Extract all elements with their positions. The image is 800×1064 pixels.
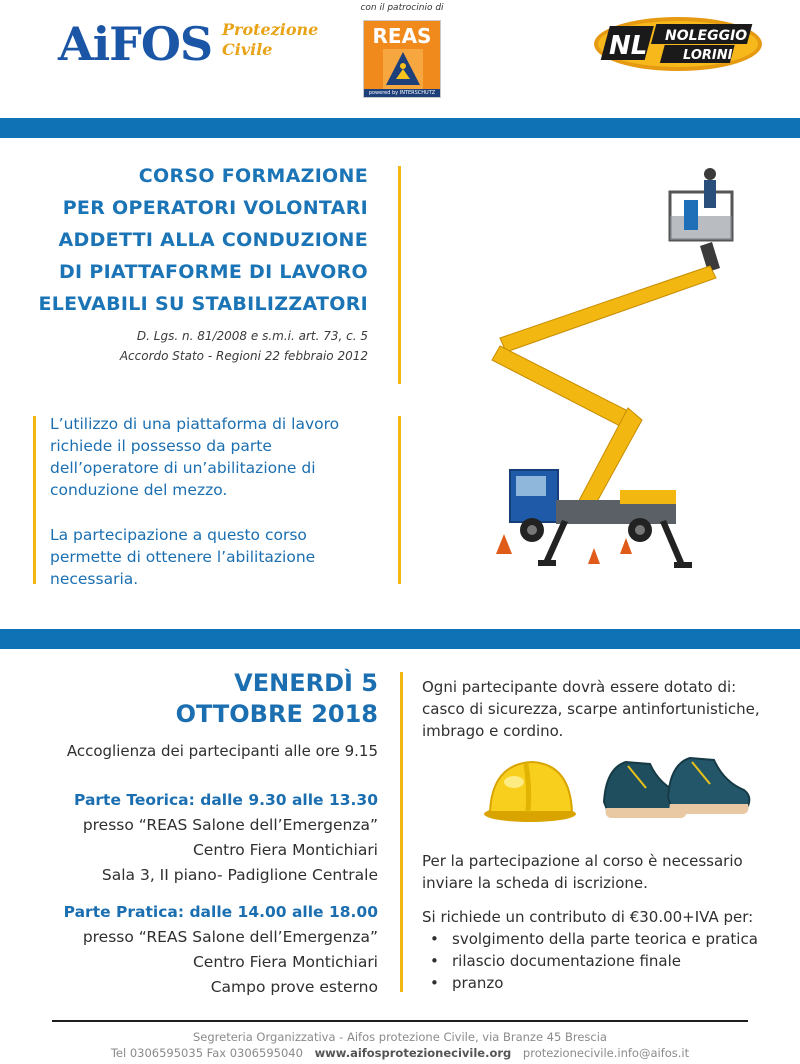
theory-session-line: presso “REAS Salone dell’Emergenza” <box>82 816 378 834</box>
theory-session-line: Centro Fiera Montichiari <box>192 841 378 859</box>
course-title-line: ELEVABILI SU STABILIZZATORI <box>38 293 368 315</box>
fee-intro: Si richiede un contributo di €30.00+IVA per: <box>422 908 754 926</box>
noleggio-lorini-logo <box>593 14 763 74</box>
theory-session-title: Parte Teorica: dalle 9.30 alle 13.30 <box>74 791 378 809</box>
title-divider <box>398 166 401 384</box>
footer-email-link[interactable]: protezionecivile.info@aifos.it <box>522 1046 690 1060</box>
aerial-work-platform-illustration <box>470 150 800 590</box>
civil-protection-triangle-icon <box>383 49 423 89</box>
top-blue-band <box>0 118 800 138</box>
practice-session <box>18 900 378 1000</box>
practice-session-line: Centro Fiera Montichiari <box>192 953 378 971</box>
event-divider <box>400 672 403 992</box>
course-title-line: PER OPERATORI VOLONTARI <box>62 197 368 219</box>
noleggio-logo-line2: LORINI <box>683 48 733 63</box>
registration-requirement <box>422 850 792 894</box>
middle-blue-band <box>0 629 800 649</box>
event-date <box>18 668 378 730</box>
footer-contacts <box>0 1046 800 1060</box>
fee-list <box>422 928 792 994</box>
aifos-logo-subtitle <box>222 20 318 60</box>
welcome-time: Accoglienza dei partecipanti alle ore 9.15 <box>66 742 378 760</box>
intro-paragraph-1: L’utilizzo di una piattaforma di lavoro richiede il possesso da parte dell’operatore di un’abilitazione di conduzione del mezzo. <box>50 415 340 499</box>
event-date-line2: OTTOBRE 2018 <box>175 700 378 728</box>
footer-secretariat: Segreteria Organizzativa - Aifos protezione Civile, via Branze 45 Brescia <box>193 1030 607 1044</box>
course-title <box>8 160 368 320</box>
aifos-logo-word: AiFOS <box>58 17 213 71</box>
event-date-line1: VENERDÌ 5 <box>234 669 378 697</box>
practice-session-title: Parte Pratica: dalle 14.00 alle 18.00 <box>63 903 378 921</box>
requirement-line: Per la partecipazione al corso è necessario <box>422 852 743 870</box>
equipment-line: imbrago e cordino. <box>422 722 564 740</box>
fee-list-item: • pranzo <box>422 972 792 994</box>
footer-website-link[interactable]: www.aifosprotezionecivile.org <box>314 1046 512 1060</box>
aifos-logo <box>58 16 328 72</box>
safety-helmet-illustration <box>480 748 580 830</box>
intro-divider-right <box>398 416 401 584</box>
noleggio-logo-line1: NOLEGGIO <box>665 28 748 44</box>
equipment-line: Ogni partecipante dovrà essere dotato di: <box>422 678 737 696</box>
law-reference <box>48 326 368 366</box>
footer-phones: Tel 0306595035 Fax 0306595040 <box>110 1046 303 1060</box>
reas-logo-footer: powered by INTERSCHUTZ <box>364 89 440 97</box>
fee-list-item: • svolgimento della parte teorica e pratica <box>422 928 792 950</box>
course-title-line: ADDETTI ALLA CONDUZIONE <box>58 229 368 251</box>
aifos-logo-subtitle-line2: Civile <box>222 40 273 59</box>
practice-session-line: Campo prove esterno <box>210 978 378 996</box>
practice-session-line: presso “REAS Salone dell’Emergenza” <box>82 928 378 946</box>
aifos-logo-subtitle-line1: Protezione <box>222 20 319 39</box>
theory-session-line: Sala 3, II piano- Padiglione Centrale <box>101 866 378 884</box>
course-title-line: DI PIATTAFORME DI LAVORO <box>58 261 368 283</box>
safety-shoes-illustration <box>598 742 754 828</box>
equipment-requirements <box>422 676 792 742</box>
intro-divider-left <box>33 416 36 584</box>
law-reference-line1: D. Lgs. n. 81/2008 e s.m.i. art. 73, c. 5 <box>136 329 368 343</box>
intro-paragraph-2: La partecipazione a questo corso permette di ottenere l’abilitazione necessaria. <box>50 526 316 588</box>
equipment-line: casco di sicurezza, scarpe antinfortunistiche, <box>422 700 760 718</box>
fee-details <box>422 906 792 994</box>
footer-rule <box>52 1020 748 1022</box>
patronage-caption: con il patrocinio di <box>360 3 444 13</box>
requirement-line: inviare la scheda di iscrizione. <box>422 874 648 892</box>
reas-logo <box>363 20 441 98</box>
theory-session <box>18 788 378 888</box>
reas-logo-word: REAS <box>372 24 432 48</box>
course-title-line: CORSO FORMAZIONE <box>138 165 368 187</box>
noleggio-logo-mark: NL <box>609 31 648 61</box>
fee-list-item: • rilascio documentazione finale <box>422 950 792 972</box>
law-reference-line2: Accordo Stato - Regioni 22 febbraio 2012 <box>119 349 368 363</box>
